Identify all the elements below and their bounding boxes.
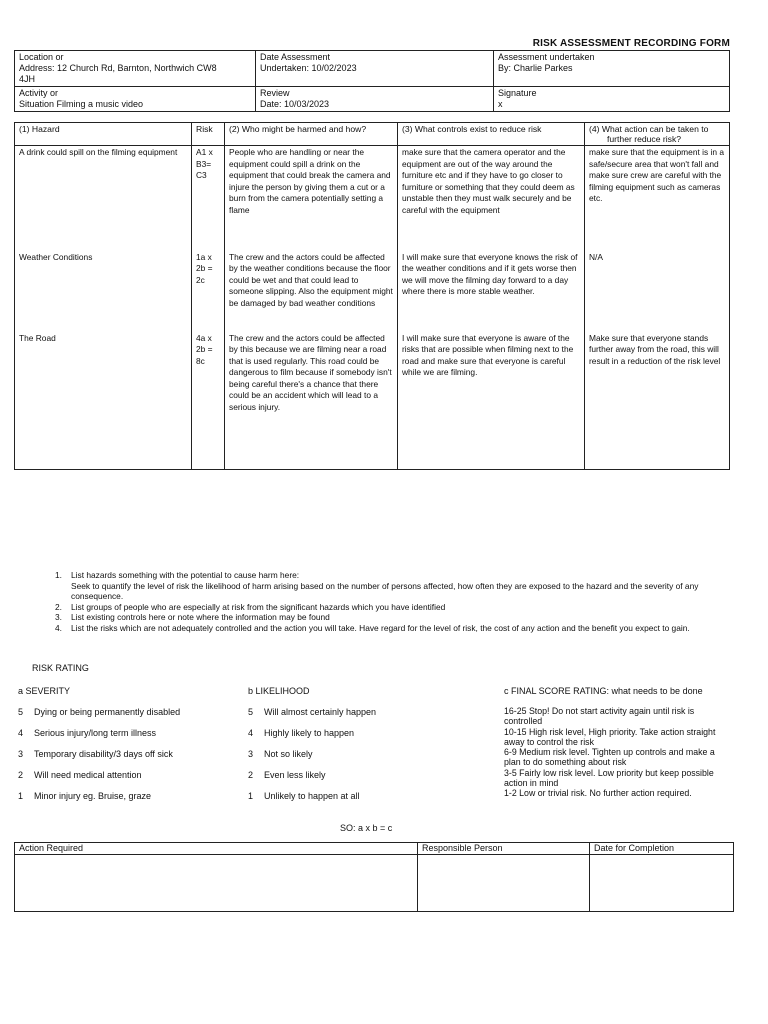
signature-value: x [498,99,503,109]
hazard-row [15,251,730,332]
date-completion-cell[interactable] [590,855,734,912]
risk-line: 8c [196,355,205,366]
risk-line: B3= [196,158,212,169]
severity-title: a SEVERITY [18,686,71,696]
risk-line: 4a x [196,332,212,343]
who-cell[interactable]: People who are handling or near the equipment could spill a drink on the equipment that could break the camera and injure the person by giving them a cut or a burn from the camera potentially setting a flame [225,146,398,251]
likelihood-score: 5 [248,707,254,717]
date-assessment-value: Undertaken: 10/02/2023 [260,63,357,73]
date-completion-header: Date for Completion [590,843,734,855]
severity-score: 5 [18,707,24,717]
risk-line: 2b = [196,263,213,273]
severity-item [18,728,157,738]
date-assessment-cell[interactable] [256,51,494,87]
instruction-item [55,570,735,602]
instruction-number: 2. [55,601,62,612]
form-title: RISK ASSESSMENT RECORDING FORM [532,38,730,49]
likelihood-item [248,728,355,738]
hazard-cell[interactable]: Weather Conditions [15,251,192,332]
responsible-person-cell[interactable] [418,855,590,912]
risk-line: 2b = [196,344,213,354]
risk-header: Risk [192,123,225,146]
review-label: Review [260,88,290,98]
risk-cell[interactable] [192,332,225,470]
risk-line: A1 x [196,147,213,157]
activity-label: Activity or [19,88,59,98]
likelihood-text: Will almost certainly happen [264,707,377,717]
risk-line: C3 [196,170,207,180]
instruction-item [55,612,735,623]
risk-line: 1a x [196,251,212,262]
severity-text: Dying or being permanently disabled [34,707,181,717]
likelihood-item [248,770,326,780]
instructions-list [55,570,735,633]
controls-cell[interactable]: make sure that the camera operator and the equipment are out of the way around the furniture etc and if they have to go closer to furniture or something that they could deem as unstable then they must walk securely and be careful with the equipment [398,146,585,251]
instruction-number: 4. [55,622,62,633]
likelihood-text: Highly likely to happen [264,728,355,738]
date-assessment-label: Date Assessment [260,52,331,62]
header-info-table [14,50,730,112]
assessor-label: Assessment undertaken [498,52,595,62]
severity-item [18,791,152,801]
location-value-cont: 4JH [19,74,36,84]
risk-cell[interactable] [192,146,225,251]
likelihood-text: Not so likely [264,749,313,759]
final-score-item: 16-25 Stop! Do not start activity again until risk is controlled [504,706,695,727]
action-required-cell[interactable] [15,855,418,912]
location-label: Location or [19,52,64,62]
instruction-text: List groups of people who are especially at risk from the significant hazards which you have identified [71,601,446,612]
likelihood-text: Even less likely [264,770,326,780]
activity-cell[interactable] [15,87,256,112]
final-score-item: 10-15 High risk level, High priority. Take action straight away to control the risk [504,726,716,747]
formula: SO: a x b = c [340,823,393,833]
likelihood-item [248,791,360,801]
final-score-item: 6-9 Medium risk level. Tighten up controls and make a plan to do something about risk [504,747,715,768]
severity-item [18,749,173,759]
severity-text: Will need medical attention [34,770,142,780]
instruction-item [55,623,735,634]
controls-cell[interactable]: I will make sure that everyone knows the risk of the weather conditions and if it gets worse then we will move the filming day forward to a day where there is more stable weather. [398,251,585,332]
action-table [14,842,734,912]
likelihood-score: 1 [248,791,254,801]
instruction-text: List existing controls here or note where the information may be found [71,612,330,622]
severity-score: 2 [18,770,24,780]
likelihood-score: 3 [248,749,254,759]
hazard-row [15,146,730,251]
hazard-table [14,122,730,470]
action-header: (4) What action can be taken to further reduce risk? [585,123,730,146]
assessor-value: By: Charlie Parkes [498,63,573,73]
likelihood-text: Unlikely to happen at all [264,791,360,801]
final-score-title: c FINAL SCORE RATING: what needs to be done [504,686,703,696]
severity-score: 4 [18,728,24,738]
action-cell[interactable]: make sure that the equipment is in a safe/secure area that won't fall and make sure crew are careful with the filming equipment such as cameras etc. [585,146,730,251]
who-cell[interactable]: The crew and the actors could be affected by the weather conditions because the floor could be wet and that could lead to someone slipping. Also the equipment might be damaged by bad weather conditions [225,251,398,332]
severity-text: Serious injury/long term illness [34,728,157,738]
who-cell[interactable]: The crew and the actors could be affected by this because we are filming near a road that is used regularly. This road could be dangerous to film because if somebody isn't being careful there's a chance that there could be an accident which will lead to a serious injury. [225,332,398,470]
likelihood-item [248,749,313,759]
risk-cell[interactable] [192,251,225,332]
final-score-item: 1-2 Low or trivial risk. No further action required. [504,788,692,799]
assessor-cell[interactable] [494,51,730,87]
controls-cell[interactable]: I will make sure that everyone is aware of the risks that are possible when filming next to the road and make sure that everyone is careful while we are filming. [398,332,585,470]
instruction-text: List hazards something with the potential to cause harm here: [71,570,300,580]
responsible-person-header: Responsible Person [418,843,590,855]
final-score-item: 3-5 Fairly low risk level. Low priority but keep possible action in mind [504,767,714,789]
final-score-list [504,706,732,799]
who-header: (2) Who might be harmed and how? [225,123,398,146]
controls-header: (3) What controls exist to reduce risk [398,123,585,146]
instruction-number: 1. [55,570,62,580]
hazard-header: (1) Hazard [15,123,192,146]
instruction-number: 3. [55,612,62,622]
severity-score: 1 [18,791,24,801]
location-value: Address: 12 Church Rd, Barnton, Northwich CW8 [19,63,217,73]
risk-rating-title: RISK RATING [32,663,89,673]
signature-label: Signature [498,88,537,98]
hazard-row [15,332,730,470]
severity-text: Temporary disability/3 days off sick [34,749,173,759]
likelihood-score: 4 [248,728,254,738]
hazard-cell[interactable]: The Road [15,332,192,470]
review-cell[interactable] [256,87,494,112]
instruction-text: Seek to quantify the level of risk the likelihood of harm arising based on the number of persons affected, how often they are exposed to the hazard and the severity of any consequence. [71,580,699,601]
severity-text: Minor injury eg. Bruise, graze [34,791,152,801]
severity-item [18,770,142,780]
hazard-cell[interactable]: A drink could spill on the filming equipment [15,146,192,251]
likelihood-title: b LIKELIHOOD [248,686,310,696]
likelihood-item [248,707,377,717]
instruction-text: List the risks which are not adequately controlled and the action you will take. Have regard for the level of risk, the cost of any action and the benefit you expect to gain. [71,622,690,633]
risk-line: 2c [196,274,205,285]
severity-item [18,707,181,717]
likelihood-score: 2 [248,770,254,780]
action-cell[interactable]: N/A [585,251,730,332]
instruction-item [55,602,735,613]
severity-score: 3 [18,749,24,759]
signature-cell[interactable] [494,87,730,112]
review-value: Date: 10/03/2023 [260,99,330,109]
location-cell[interactable] [15,51,256,87]
action-required-header: Action Required [15,843,418,855]
activity-value: Situation Filming a music video [19,99,144,109]
action-cell[interactable]: Make sure that everyone stands further away from the road, this will result in a reduction of the risk level [585,332,730,470]
